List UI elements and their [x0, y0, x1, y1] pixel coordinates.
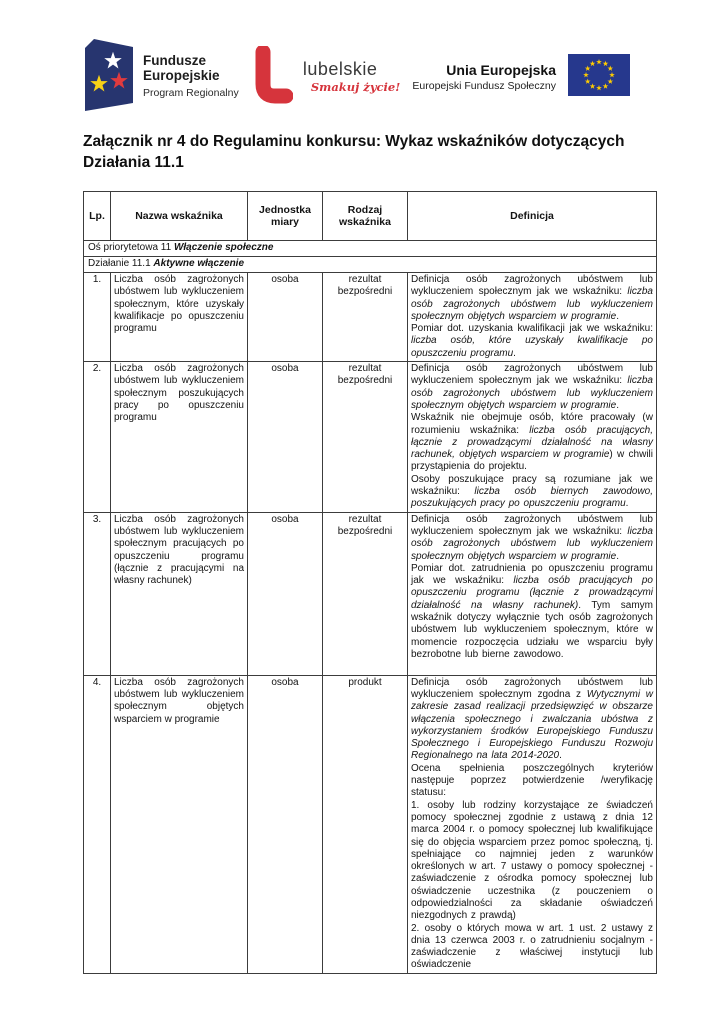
text-segment: Pomiar dot. uzyskania kwalifikacji jak we wskaźniku: — [411, 323, 653, 335]
eu-flag-icon — [568, 54, 630, 101]
text-segment: . — [616, 399, 619, 411]
text-segment: Definicja osób zagrożonych ubóstwem lub wykluczeniem społecznym jak we wskaźniku: — [411, 513, 653, 537]
action-row — [84, 257, 657, 273]
text-segment: . — [616, 310, 619, 322]
table-row — [84, 362, 657, 513]
row-definition — [408, 512, 657, 675]
text-segment: ) w chwili przystąpienia do projektu. — [411, 449, 653, 473]
table-row — [84, 512, 657, 675]
text-segment: . — [513, 347, 516, 359]
lubelskie-l-icon — [251, 46, 293, 109]
definition-paragraph — [411, 514, 653, 563]
table-header-row — [84, 192, 657, 241]
header-lp: Lp. — [84, 192, 111, 241]
row-type: produkt — [323, 675, 408, 973]
text-segment: Aktywne włączenie — [153, 258, 245, 269]
logo-fundusze-europejskie — [85, 39, 239, 116]
definition-paragraph — [411, 474, 653, 511]
text-segment: Oś priorytetowa 11 — [88, 242, 174, 253]
text-segment: 1. osoby lub rodziny korzystające ze świadczeń pomocy społecznej zgodnie z ustawą z dnia 12 marca 2004 r. o pomocy społecznej lub kwalifikujące się do objęcia wsparciem przez pomoc społeczną, tj. spełniające co najmniej jeden z warunków określonych w art. 7 ustawy o pomocy społecznej - zaświadczenie z ośrodka pomocy społecznej lub oświadczenie uczestnika (z pouczeniem o odpowiedzialności za składanie oświadczeń niezgodnych z prawdą) — [411, 799, 653, 922]
text-segment: . — [559, 750, 562, 762]
definition-paragraph — [411, 363, 653, 412]
text-segment: Definicja osób zagrożonych ubóstwem lub wykluczeniem społecznym jak we wskaźniku: — [411, 274, 653, 298]
ue-line1: Unia Europejska — [446, 62, 556, 78]
text-segment: Pomiar dot. zatrudnienia po opuszczeniu programu jak we wskaźniku: — [411, 562, 653, 587]
header-type: Rodzaj wskaźnika — [323, 192, 408, 241]
text-segment: liczba osób zagrożonych ubóstwem lub wykluczeniem społecznym objętych wsparciem w programie — [411, 525, 653, 562]
row-type: rezultat bezpośredni — [323, 512, 408, 675]
definition-paragraph — [411, 323, 653, 360]
row-indicator-name: Liczba osób zagrożonych ubóstwem lub wykluczeniem społecznym objętych wsparciem w programie — [111, 675, 248, 973]
text-segment: liczba osób biernych zawodowo, poszukujących pracy po opuszczeniu programu — [411, 486, 654, 510]
fundusze-line3: Program Regionalny — [143, 87, 239, 99]
text-segment: . Tym samym wskaźnik dotyczy wyłącznie tych osób zagrożonych ubóstwem lub wykluczeniem społecznym, które w momencie rozpoczęcia udziału we wsparciu były bezrobotne lub bierne zawodowo. — [411, 599, 654, 660]
text-segment: . — [625, 498, 629, 510]
ue-line2: Europejski Fundusz Społeczny — [412, 80, 556, 92]
table-row — [84, 675, 657, 973]
row-indicator-name: Liczba osób zagrożonych ubóstwem lub wykluczeniem społecznym, które uzyskały kwalifikacje po opuszczeniu programu — [111, 273, 248, 362]
row-definition — [408, 273, 657, 362]
lubelskie-slogan: Smakuj życie! — [310, 80, 401, 94]
text-segment: Definicja osób zagrożonych ubóstwem lub wykluczeniem społecznym jak we wskaźniku: — [411, 363, 653, 387]
text-segment: liczba osób, które uzyskały kwalifikacje po opuszczeniu programu — [411, 335, 653, 359]
definition-paragraph — [411, 274, 653, 323]
logo-unia-europejska — [412, 54, 630, 101]
action-label — [84, 257, 657, 273]
text-segment: Definicja osób zagrożonych ubóstwem lub wykluczeniem społecznym zgodna z — [411, 676, 653, 700]
row-lp: 3. — [84, 512, 111, 675]
definition-paragraph — [411, 763, 653, 800]
row-lp: 2. — [84, 362, 111, 513]
header-unit: Jednostka miary — [248, 192, 323, 241]
row-unit: osoba — [248, 273, 323, 362]
text-segment: liczba osób zagrożonych ubóstwem lub wykluczeniem społecznym objętych wsparciem w programie — [411, 375, 653, 411]
fundusze-flag-icon — [85, 39, 133, 116]
row-definition — [408, 675, 657, 973]
row-indicator-name: Liczba osób zagrożonych ubóstwem lub wykluczeniem społecznym poszukujących pracy po opuszczeniu programu — [111, 362, 248, 513]
priority-axis-row — [84, 241, 657, 257]
text-segment: Wytycznymi w zakresie zasad realizacji przedsięwzięć w obszarze włączenia społecznego i zwalczania ubóstwa z wykorzystaniem środków Europejskiego Funduszu Społecznego i Europejskiego Funduszu Rozwoju Regionalnego na lata 2014-2020 — [411, 688, 653, 762]
text-segment: 2. osoby o których mowa w art. 1 ust. 2 ustawy z dnia 13 czerwca 2003 r. o zatrudnieniu socjalnym - zaświadczenie z właściwej instytucji lub oświadczenie — [411, 922, 653, 971]
header-name: Nazwa wskaźnika — [111, 192, 248, 241]
document-title-line1: Załącznik nr 4 do Regulaminu konkursu: Wykaz wskaźników dotyczących — [83, 133, 625, 150]
logo-bar — [85, 38, 630, 116]
row-lp: 4. — [84, 675, 111, 973]
definition-paragraph — [411, 800, 653, 923]
header-definition: Definicja — [408, 192, 657, 241]
row-unit: osoba — [248, 675, 323, 973]
text-segment: Ocena spełnienia poszczególnych kryteriów następuje poprzez potwierdzenie /weryfikację statusu: — [411, 762, 653, 799]
fundusze-line2: Europejskie — [143, 68, 220, 83]
row-indicator-name: Liczba osób zagrożonych ubóstwem lub wykluczeniem społecznym pracujących po opuszczeniu programu (łącznie z pracującymi na własny rachunek) — [111, 512, 248, 675]
lubelskie-name: lubelskie — [302, 59, 378, 79]
text-segment: Działanie 11.1 — [88, 258, 154, 269]
row-unit: osoba — [248, 362, 323, 513]
logo-lubelskie — [251, 46, 400, 109]
definition-paragraph — [411, 563, 653, 661]
table-row — [84, 273, 657, 362]
text-segment: Włączenie społeczne — [173, 242, 274, 253]
definition-paragraph — [411, 677, 653, 763]
text-segment: liczba osób pracujących, łącznie z prowadzącymi działalność na własny rachunek, objętych wsparciem w programie — [411, 424, 653, 461]
definition-paragraph — [411, 923, 653, 972]
text-segment: . — [616, 550, 619, 562]
document-title-line2: Działania 11.1 — [83, 154, 184, 171]
row-unit: osoba — [248, 512, 323, 675]
row-definition — [408, 362, 657, 513]
text-segment: Osoby poszukujące pracy są rozumiane jak we wskaźniku: — [411, 473, 653, 498]
row-type: rezultat bezpośredni — [323, 362, 408, 513]
row-type: rezultat bezpośredni — [323, 273, 408, 362]
fundusze-line1: Fundusze — [143, 53, 206, 68]
row-lp: 1. — [84, 273, 111, 362]
indicators-table — [83, 191, 657, 974]
text-segment: liczba osób zagrożonych ubóstwem lub wykluczeniem społecznym objętych wsparciem w programie — [411, 286, 653, 322]
text-segment: Wskaźnik nie obejmuje osób, które pracowały (w rozumieniu wskaźnika: — [411, 412, 653, 436]
text-segment: liczba osób pracujących po opuszczeniu programu (łącznie z prowadzącymi działalność na własny rachunek) — [411, 575, 653, 611]
priority-axis-label — [84, 241, 657, 257]
definition-paragraph — [411, 412, 653, 473]
document-title — [83, 131, 658, 173]
